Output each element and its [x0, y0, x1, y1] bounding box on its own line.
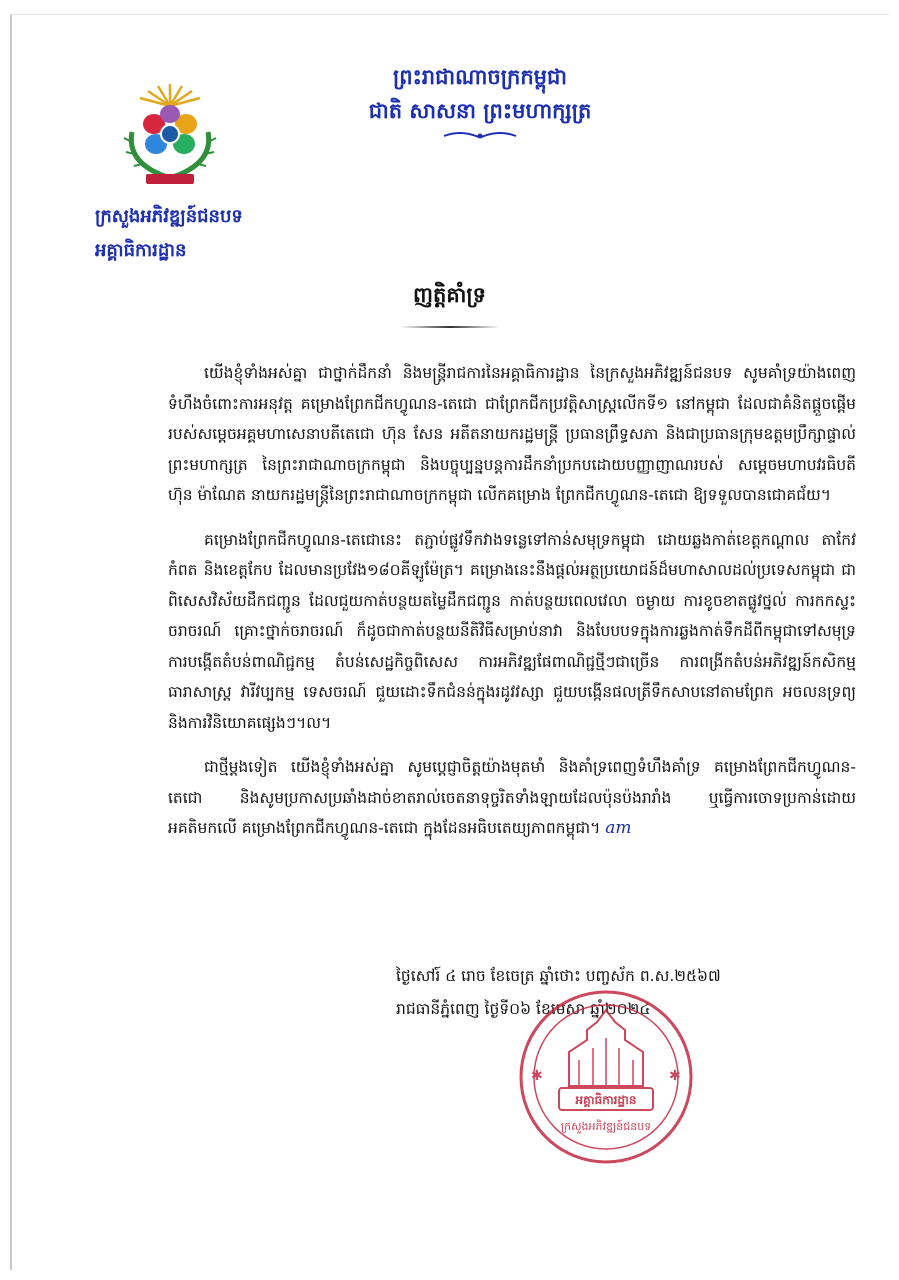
kingdom-name: ព្រះរាជាណាចក្រកម្ពុជា — [392, 65, 567, 89]
place-and-date: រាជធានីភ្នំពេញ ថ្ងៃទី០៦ ខែមេសា ឆ្នាំ២០២៤ — [396, 1000, 651, 1018]
svg-text:✱: ✱ — [669, 1068, 681, 1084]
ministry-name: ក្រសួងអភិវឌ្ឍន៍ជនបទ — [95, 206, 243, 227]
kingdom-header — [300, 60, 660, 147]
petition-body — [168, 358, 856, 858]
stamp-ministry-text: ក្រសួងអភិវឌ្ឍន៍ជនបទ — [560, 1120, 652, 1133]
sender-block — [95, 200, 243, 268]
initials-mark: am — [605, 818, 632, 838]
svg-text:✱: ✱ — [531, 1068, 543, 1084]
paragraph-1: យើងខ្ញុំទាំងអស់គ្នា ជាថ្នាក់ដឹកនាំ និងមន្ត្រីរាជការនៃអគ្គាធិការដ្ឋាន នៃក្រសួងអភិវឌ្ឍន៍ជនបទ សូមគាំទ្រយ៉ាងពេញទំហឹងចំពោះការអនុវត្ត គម្រោងព្រែកជីកហ្វូណន-តេជោ ជាព្រែកជីកប្រវត្តិសាស្ត្រលើកទី១ នៅកម្ពុជា ដែលជាគំនិតផ្តួចផ្តើមរបស់សម្តេចអគ្គមហាសេនាបតីតេជោ ហ៊ុន សែន អតីតនាយករដ្ឋមន្ត្រី ប្រធានព្រឹទ្ធសភា និងជាប្រធានក្រុមឧត្តមប្រឹក្សាផ្ទាល់ព្រះមហាក្សត្រ នៃព្រះរាជាណាចក្រកម្ពុជា និងបច្ចុប្បន្នបន្តការដឹកនាំប្រកបដោយបញ្ញាញាណរបស់ សម្តេចមហាបវរធិបតី ហ៊ុន ម៉ាណែត នាយករដ្ឋមន្ត្រីនៃព្រះរាជាណាចក្រកម្ពុជា លើកគម្រោង ព្រែកជីកហ្វូណន-តេជោ ឱ្យទទួលបានជោគជ័យ។ — [168, 364, 856, 504]
ministry-logo — [118, 80, 222, 190]
paragraph-3 — [168, 752, 856, 844]
lunar-date: ថ្ងៃសៅរ៍ ៤ រោច ខែចេត្រ ឆ្នាំថោះ បញ្ចស័ក ព.ស.២៥៦៧ — [396, 967, 721, 985]
title-divider — [400, 326, 500, 328]
department-name: អគ្គាធិការដ្ឋាន — [95, 240, 187, 261]
paragraph-2: គម្រោងព្រែកជីកហ្វូណន-តេជោនេះ តភ្ជាប់ផ្លូវទឹកវាងទន្លេទៅកាន់សមុទ្រកម្ពុជា ដោយឆ្លងកាត់ខេត្តកណ្តាល តាកែវ កំពត និងខេត្តកែប ដែលមានប្រវែង១៨០គីឡូម៉ែត្រ។ គម្រោងនេះនឹងផ្តល់អត្ថប្រយោជន៍ដ៏មហាសាលដល់ប្រទេសកម្ពុជា ជាពិសេសវិស័យដឹកជញ្ជូន ដែលជួយកាត់បន្ថយតម្លៃដឹកជញ្ជូន កាត់បន្ថយពេលវេលា ចម្ងាយ ការខូចខាតផ្លូវថ្នល់ ការកកស្ទះចរាចរណ៍ គ្រោះថ្នាក់ចរាចរណ៍ ក៏ដូចជាកាត់បន្ថយនីតិវិធីសម្រាប់នាវា និងបែបបទក្នុងការឆ្លងកាត់ទឹកដីពីកម្ពុជាទៅសមុទ្រ ការបង្កើតតំបន់ពាណិជ្ជកម្ម តំបន់សេដ្ឋកិច្ចពិសេស ការអភិវឌ្ឍផែពាណិជ្ជថ្មីៗជាច្រើន ការពង្រីកតំបន់អភិវឌ្ឍន៍កសិកម្ម ធារាសាស្ត្រ វារីវប្បកម្ម ទេសចរណ៍ ជួយដោះទឹកជំនន់ក្នុងរដូវវស្សា ជួយបង្កើនផលត្រីទឹកសាបនៅតាមព្រែក អចលនទ្រព្យ និងការវិនិយោគផ្សេងៗ។ល។ — [168, 530, 856, 732]
stamp-department-text: អគ្គាធិការដ្ឋាន — [575, 1093, 637, 1107]
national-motto: ជាតិ សាសនា ព្រះមហាក្សត្រ — [368, 99, 592, 123]
paragraph-3-text: ជាថ្មីម្តងទៀត យើងខ្ញុំទាំងអស់គ្នា សូមប្តេជ្ញាចិត្តយ៉ាងមុតមាំ និងគាំទ្រពេញទំហឹងគាំទ្រ គម្រោងព្រែកជីកហ្វូណន-តេជោ និងសូមប្រកាសប្រឆាំងដាច់ខាតរាល់ចេតនាទុច្ចរិតទាំងឡាយដែលប៉ុនប៉ងរារាំង ឬធ្វើការចោទប្រកាន់ដោយអគតិមកលើ គម្រោងព្រែកជីកហ្វូណន-តេជោ ក្នុងដែនអធិបតេយ្យភាពកម្ពុជា។ — [168, 758, 856, 837]
document-title: ញត្តិគាំទ្រ — [413, 283, 486, 307]
motto-ornament-icon — [440, 129, 520, 143]
official-seal-stamp — [517, 988, 695, 1166]
